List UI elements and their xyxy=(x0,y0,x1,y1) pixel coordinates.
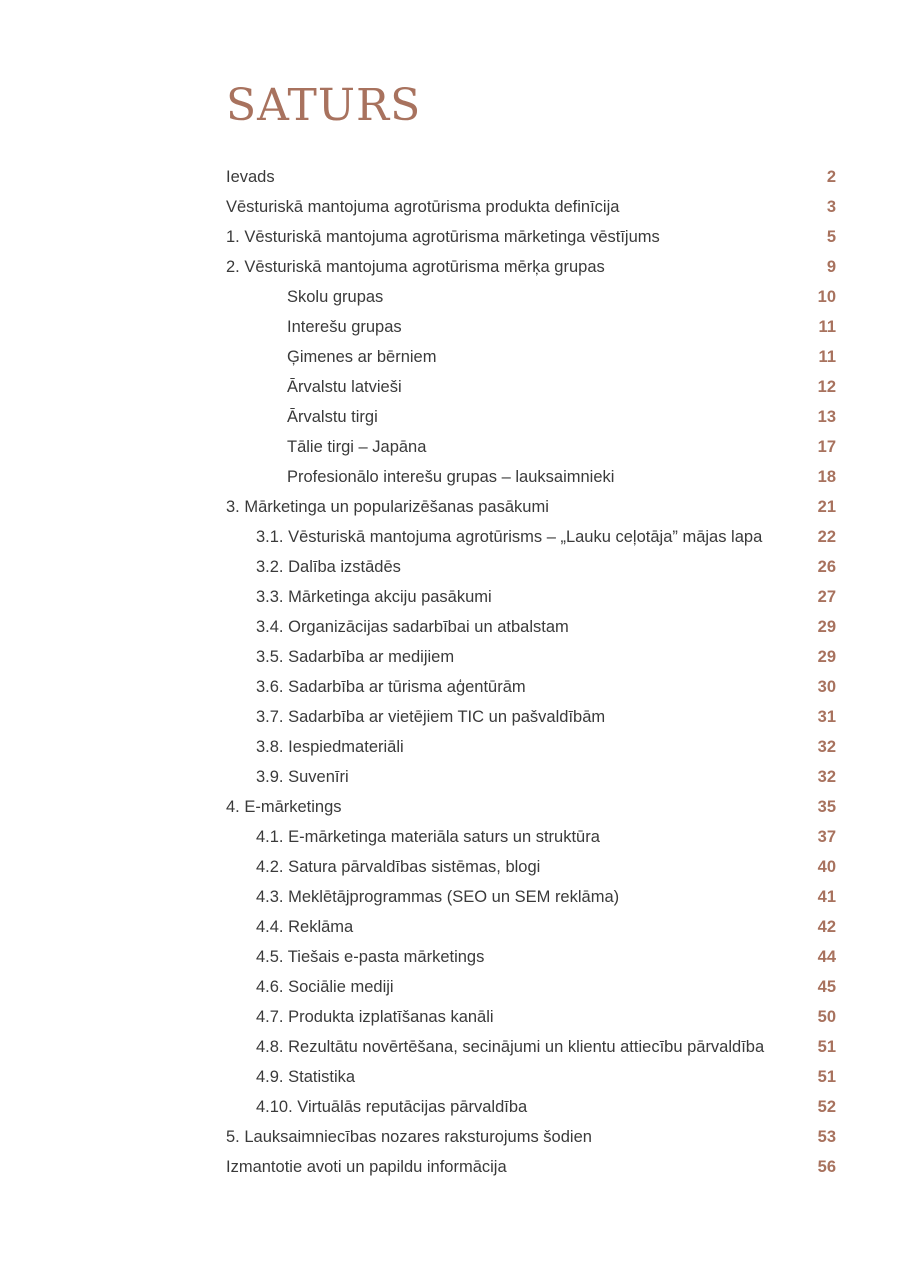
toc-entry-label: 5. Lauksaimniecības nozares raksturojums šodien xyxy=(226,1128,592,1146)
toc-entry-label: 3.8. Iespiedmateriāli xyxy=(256,738,404,756)
toc-entry[interactable] xyxy=(226,192,838,222)
toc-entry-page-number: 26 xyxy=(817,558,836,576)
toc-entry[interactable] xyxy=(226,552,838,582)
toc-entry-page-number: 56 xyxy=(817,1158,836,1176)
toc-entry[interactable] xyxy=(226,672,838,702)
toc-entry-page-number: 41 xyxy=(817,888,836,906)
toc-entry-label: 4.7. Produkta izplatīšanas kanāli xyxy=(256,1008,494,1026)
toc-entry[interactable] xyxy=(226,432,838,462)
toc-entry-page-number: 42 xyxy=(817,918,836,936)
toc-entry-page-number: 44 xyxy=(817,948,836,966)
toc-entry-label: Profesionālo interešu grupas – lauksaimnieki xyxy=(287,468,615,486)
toc-entry-page-number: 2 xyxy=(826,168,836,186)
toc-entry-label: 3.2. Dalība izstādēs xyxy=(256,558,401,576)
toc-entry[interactable] xyxy=(226,282,838,312)
toc-entry[interactable] xyxy=(226,1152,838,1182)
toc-entry-page-number: 11 xyxy=(818,318,836,336)
toc-entry[interactable] xyxy=(226,372,838,402)
toc-entry[interactable] xyxy=(226,162,838,192)
toc-entry-label: Ārvalstu latvieši xyxy=(287,378,402,396)
toc-entry-page-number: 45 xyxy=(817,978,836,996)
toc-entry-label: 4.6. Sociālie mediji xyxy=(256,978,394,996)
toc-entry[interactable] xyxy=(226,642,838,672)
toc-entry[interactable] xyxy=(226,612,838,642)
toc-entry[interactable] xyxy=(226,492,838,522)
toc-entry-page-number: 9 xyxy=(826,258,836,276)
toc-entry-page-number: 30 xyxy=(817,678,836,696)
toc-entry-page-number: 32 xyxy=(817,768,836,786)
toc-entry-page-number: 31 xyxy=(817,708,836,726)
toc-entry-label: Vēsturiskā mantojuma agrotūrisma produkta definīcija xyxy=(226,198,620,216)
toc-entry[interactable] xyxy=(226,1032,838,1062)
toc-entry-page-number: 52 xyxy=(817,1098,836,1116)
toc-entry[interactable] xyxy=(226,762,838,792)
toc-entry[interactable] xyxy=(226,402,838,432)
table-of-contents xyxy=(226,162,838,1182)
toc-entry-label: 4.5. Tiešais e-pasta mārketings xyxy=(256,948,485,966)
toc-entry-label: Tālie tirgi – Japāna xyxy=(287,438,427,456)
toc-entry-page-number: 53 xyxy=(817,1128,836,1146)
toc-entry-label: 4. E-mārketings xyxy=(226,798,342,816)
toc-entry-page-number: 50 xyxy=(817,1008,836,1026)
toc-entry-label: 4.3. Meklētājprogrammas (SEO un SEM reklāma) xyxy=(256,888,620,906)
toc-entry-page-number: 3 xyxy=(826,198,836,216)
toc-entry-label: 4.4. Reklāma xyxy=(256,918,354,936)
toc-entry-page-number: 10 xyxy=(817,288,836,306)
toc-entry-label: 4.9. Statistika xyxy=(256,1068,356,1086)
toc-entry[interactable] xyxy=(226,342,838,372)
toc-entry-page-number: 21 xyxy=(817,498,836,516)
toc-entry[interactable] xyxy=(226,462,838,492)
toc-entry-label: 3. Mārketinga un popularizēšanas pasākumi xyxy=(226,498,549,516)
toc-entry-page-number: 17 xyxy=(817,438,836,456)
toc-entry[interactable] xyxy=(226,582,838,612)
toc-entry-page-number: 29 xyxy=(817,648,836,666)
toc-entry-label: Ģimenes ar bērniem xyxy=(287,348,437,366)
toc-entry[interactable] xyxy=(226,942,838,972)
toc-entry-page-number: 27 xyxy=(817,588,836,606)
toc-entry[interactable] xyxy=(226,852,838,882)
toc-entry-label: 2. Vēsturiskā mantojuma agrotūrisma mērķa grupas xyxy=(226,258,605,276)
toc-entry-page-number: 22 xyxy=(817,528,836,546)
toc-entry-page-number: 13 xyxy=(817,408,836,426)
toc-entry-label: 3.5. Sadarbība ar medijiem xyxy=(256,648,455,666)
toc-entry-label: 4.1. E-mārketinga materiāla saturs un struktūra xyxy=(256,828,600,846)
toc-entry-label: Interešu grupas xyxy=(287,318,402,336)
toc-entry[interactable] xyxy=(226,1062,838,1092)
toc-entry[interactable] xyxy=(226,792,838,822)
toc-entry[interactable] xyxy=(226,522,838,552)
toc-entry-label: Izmantotie avoti un papildu informācija xyxy=(226,1158,507,1176)
toc-entry[interactable] xyxy=(226,1122,838,1152)
toc-entry-label: Skolu grupas xyxy=(287,288,384,306)
toc-entry-page-number: 40 xyxy=(817,858,836,876)
toc-entry[interactable] xyxy=(226,822,838,852)
toc-entry-label: 1. Vēsturiskā mantojuma agrotūrisma mārketinga vēstījums xyxy=(226,228,660,246)
toc-entry-label: 3.1. Vēsturiskā mantojuma agrotūrisms – „Lauku ceļotāja” mājas lapa xyxy=(256,528,763,546)
toc-entry-label: 4.8. Rezultātu novērtēšana, secinājumi un klientu attiecību pārvaldība xyxy=(256,1038,765,1056)
toc-entry-page-number: 32 xyxy=(817,738,836,756)
toc-entry[interactable] xyxy=(226,882,838,912)
toc-entry-page-number: 18 xyxy=(817,468,836,486)
toc-entry[interactable] xyxy=(226,702,838,732)
toc-entry[interactable] xyxy=(226,972,838,1002)
toc-entry-label: 3.7. Sadarbība ar vietējiem TIC un pašvaldībām xyxy=(256,708,606,726)
toc-entry-page-number: 29 xyxy=(817,618,836,636)
toc-entry[interactable] xyxy=(226,312,838,342)
page-title: SATURS xyxy=(226,80,422,131)
toc-entry-page-number: 51 xyxy=(817,1068,836,1086)
toc-entry-page-number: 12 xyxy=(817,378,836,396)
toc-entry-page-number: 35 xyxy=(817,798,836,816)
toc-entry-label: 3.4. Organizācijas sadarbībai un atbalstam xyxy=(256,618,569,636)
toc-entry-page-number: 5 xyxy=(826,228,836,246)
toc-entry-label: 3.9. Suvenīri xyxy=(256,768,349,786)
toc-entry-label: 3.6. Sadarbība ar tūrisma aģentūrām xyxy=(256,678,526,696)
toc-entry-label: Ievads xyxy=(226,168,275,186)
toc-entry[interactable] xyxy=(226,732,838,762)
toc-entry-label: 3.3. Mārketinga akciju pasākumi xyxy=(256,588,492,606)
toc-entry[interactable] xyxy=(226,1002,838,1032)
toc-entry[interactable] xyxy=(226,222,838,252)
toc-entry[interactable] xyxy=(226,1092,838,1122)
toc-entry[interactable] xyxy=(226,912,838,942)
toc-entry-label: 4.2. Satura pārvaldības sistēmas, blogi xyxy=(256,858,541,876)
toc-entry-page-number: 11 xyxy=(818,348,836,366)
toc-entry[interactable] xyxy=(226,252,838,282)
toc-entry-label: 4.10. Virtuālās reputācijas pārvaldība xyxy=(256,1098,528,1116)
toc-entry-page-number: 37 xyxy=(817,828,836,846)
toc-entry-page-number: 51 xyxy=(817,1038,836,1056)
toc-entry-label: Ārvalstu tirgi xyxy=(287,408,378,426)
